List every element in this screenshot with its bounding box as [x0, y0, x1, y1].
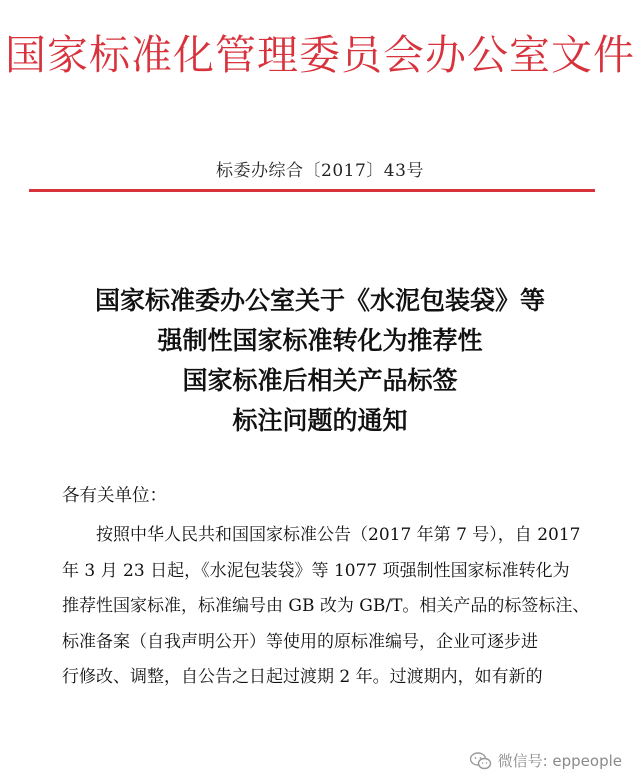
org-header-title: 国家标准化管理委员会办公室文件 [5, 31, 635, 79]
notice-title-line: 标注问题的通知 [232, 406, 408, 435]
body-line: 年 3 月 23 日起，《水泥包装袋》等 1077 项强制性国家标准转化为 [62, 560, 570, 581]
notice-title-line: 国家标准后相关产品标签 [182, 366, 458, 395]
body-line: 标准备案（自我声明公开）等使用的原标准编号，企业可逐步进 [62, 631, 538, 652]
notice-title-line: 强制性国家标准转化为推荐性 [157, 326, 483, 355]
body-line: 推荐性国家标准，标准编号由 GB 改为 GB/T。相关产品的标签标注、 [62, 596, 590, 616]
wechat-icon [470, 752, 492, 770]
salutation: 各有关单位： [62, 486, 167, 506]
red-divider [29, 189, 595, 192]
notice-title [0, 281, 640, 441]
notice-title-line: 国家标准委办公室关于《水泥包装袋》等 [94, 286, 545, 315]
body-line: 行修改、调整，自公告之日起过渡期 2 年。过渡期内，如有新的 [62, 667, 543, 687]
body-line: 按照中华人民共和国国家标准公告（2017 年第 7 号），自 2017 [62, 525, 581, 545]
watermark-text: 微信号: eppeople [497, 752, 622, 770]
document-number: 标委办综合〔2017〕43号 [216, 161, 424, 181]
wechat-watermark [470, 750, 622, 771]
body-paragraph [62, 518, 604, 696]
